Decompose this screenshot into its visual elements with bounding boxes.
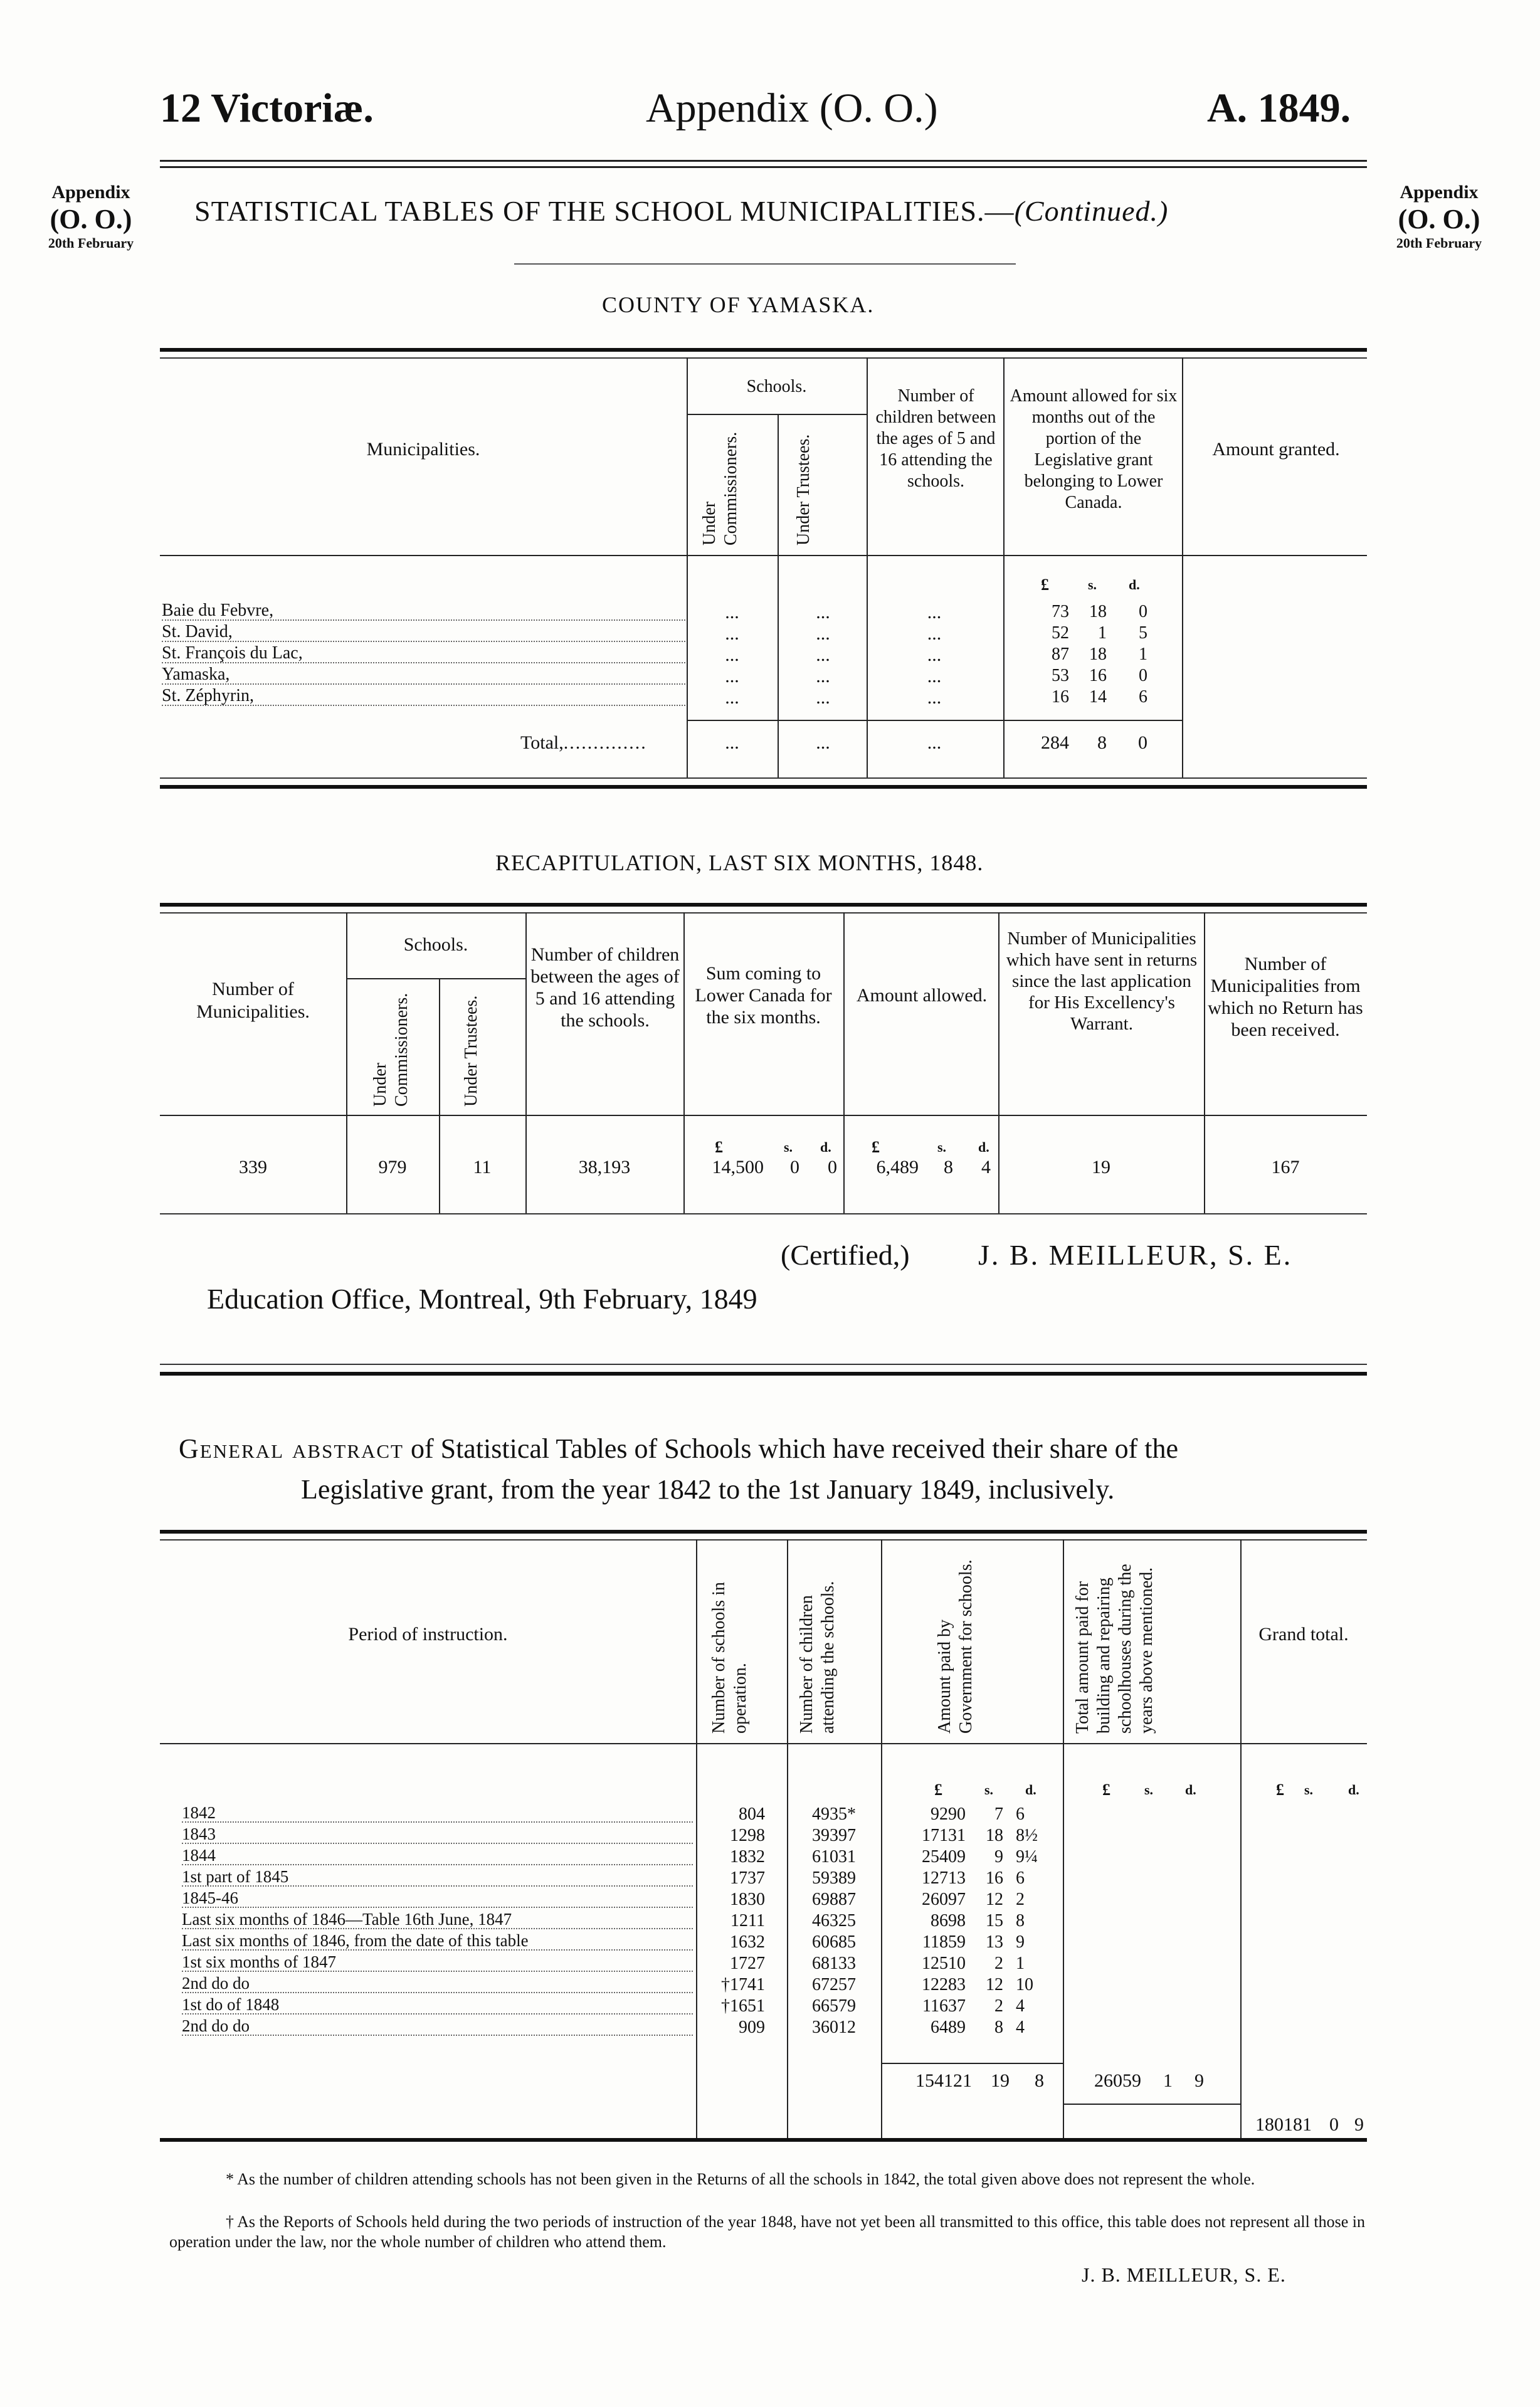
row-shillings: 14 xyxy=(1089,687,1107,707)
recap-top-rule-2 xyxy=(160,912,1367,914)
certified-label: (Certified,) xyxy=(781,1239,910,1271)
recap-allowed-shilling: s. xyxy=(937,1139,947,1155)
recap-allowed-s: 8 xyxy=(944,1157,953,1177)
row-shillings: 16 xyxy=(1089,666,1107,685)
row-children: ... xyxy=(927,666,942,687)
row-paid-d: 6 xyxy=(1016,1804,1025,1824)
row-children: 66579 xyxy=(812,1996,856,2016)
recap-bottom-rule xyxy=(160,1213,1367,1214)
abstract-grand-total-l: 180181 xyxy=(1255,2114,1312,2135)
abstract-top-rule-2 xyxy=(160,1539,1367,1541)
total-label: Total,.............. xyxy=(520,732,647,753)
row-paid-s: 9 xyxy=(994,1847,1003,1867)
currency-pound: £ xyxy=(1041,576,1049,594)
abstract-title-line2: Legislative grant, from the year 1842 to the 1st January 1849, inclusively. xyxy=(301,1474,1115,1505)
header-rule-2 xyxy=(160,166,1367,168)
row-paid-d: 8½ xyxy=(1016,1826,1038,1845)
municipality-name: St. François du Lac, xyxy=(162,645,685,663)
table1-col-divider xyxy=(778,414,779,777)
row-shillings: 18 xyxy=(1089,645,1107,664)
recap-col-allowed: Amount allowed. xyxy=(856,985,988,1006)
footnote-dagger: † As the Reports of Schools held during the two periods of instruction of the year 1848, have not yet been all transmitted to this office, this table does not represent all those in operation under the law, nor the whole number of children who attend them. xyxy=(169,2213,1365,2251)
abstract-paid-total-d: 8 xyxy=(1035,2070,1044,2091)
recap-col-municipalities: Number of Municipalities. xyxy=(196,979,310,1022)
row-schools: 1298 xyxy=(730,1826,765,1845)
recap-col-trustees-label: Under Trustees. xyxy=(461,995,481,1107)
margin-appendix-label: Appendix xyxy=(1400,182,1479,203)
row-paid-s: 2 xyxy=(994,1996,1003,2016)
abstract-build-total-s: 1 xyxy=(1163,2070,1173,2091)
abstract-build-pound: £ xyxy=(1102,1781,1110,1799)
row-children: ... xyxy=(927,623,942,644)
row-children: 61031 xyxy=(812,1847,856,1867)
period-label: 2nd do do xyxy=(182,2018,693,2036)
abstract-top-rule xyxy=(160,1530,1367,1534)
row-trustees: ... xyxy=(816,645,830,665)
recap-children: 38,193 xyxy=(578,1157,631,1177)
abstract-col-paid xyxy=(934,1552,977,1734)
margin-note-right xyxy=(1364,182,1514,251)
row-children: 46325 xyxy=(812,1911,856,1930)
row-paid-l: 26097 xyxy=(922,1890,966,1909)
recap-sum-shilling: s. xyxy=(784,1139,793,1155)
row-schools: 1737 xyxy=(730,1868,765,1888)
row-paid-l: 6489 xyxy=(931,2018,966,2037)
title-continued: (Continued.) xyxy=(1014,195,1169,227)
footnote-asterisk: * As the number of children attending schools has not been given in the Returns of all the schools in 1842, the total given above does not represent the whole. xyxy=(226,2170,1255,2188)
county-heading: COUNTY OF YAMASKA. xyxy=(602,292,875,317)
recap-col-no-return: Number of Municipalities from which no Return has been received. xyxy=(1208,954,1363,1040)
municipality-name: Yamaska, xyxy=(162,666,685,685)
row-paid-l: 11637 xyxy=(922,1996,966,2016)
recap-col-commissioners xyxy=(370,984,413,1110)
row-paid-s: 7 xyxy=(994,1804,1003,1824)
row-children: 69887 xyxy=(812,1890,856,1909)
abstract-paid-pound: £ xyxy=(934,1781,942,1799)
recap-municipalities: 339 xyxy=(239,1157,267,1177)
period-label: 1st do of 1848 xyxy=(182,1996,693,2015)
recap-sum-l: 14,500 xyxy=(712,1157,764,1177)
row-children: 36012 xyxy=(812,2018,856,2037)
abstract-build-total-rule xyxy=(1063,2104,1240,2105)
row-schools: 909 xyxy=(739,2018,765,2037)
row-trustees: ... xyxy=(816,602,830,623)
total-shillings: 8 xyxy=(1097,732,1107,753)
row-paid-s: 8 xyxy=(994,2018,1003,2037)
row-paid-d: 1 xyxy=(1016,1954,1025,1973)
running-header-right: A. 1849. xyxy=(1207,85,1351,131)
abstract-bottom-rule xyxy=(160,2138,1367,2142)
row-schools: 1727 xyxy=(730,1954,765,1973)
row-children: 68133 xyxy=(812,1954,856,1973)
period-label: 1845-46 xyxy=(182,1890,693,1908)
abstract-col-period: Period of instruction. xyxy=(348,1624,508,1645)
row-paid-d: 4 xyxy=(1016,1996,1025,2016)
total-trustees: ... xyxy=(816,732,830,753)
table1-col-divider xyxy=(1182,357,1183,777)
abstract-build-pence: d. xyxy=(1185,1782,1196,1798)
col-under-trustees xyxy=(793,426,815,549)
row-trustees: ... xyxy=(816,687,830,708)
row-paid-s: 15 xyxy=(986,1911,1003,1930)
row-paid-s: 12 xyxy=(986,1890,1003,1909)
col-under-commissioners-label: Under Commissioners. xyxy=(700,431,741,545)
recap-col-divider xyxy=(843,912,845,1213)
certified-name: J. B. MEILLEUR, S. E. xyxy=(978,1239,1293,1271)
abstract-col-schools xyxy=(709,1552,751,1734)
row-paid-d: 4 xyxy=(1016,2018,1025,2037)
col-amount-allowed: Amount allowed for six months out of the portion of the Legislative grant belonging to Lower Canada. xyxy=(1010,386,1178,512)
recap-col-sent: Number of Municipalities which have sent in returns since the last application for His Excellency's Warrant. xyxy=(1006,929,1198,1034)
title-rule xyxy=(514,263,1016,265)
row-paid-d: 6 xyxy=(1016,1868,1025,1888)
abstract-paid-total-l: 154121 xyxy=(915,2070,972,2091)
margin-appendix-label: Appendix xyxy=(51,182,130,203)
recap-top-rule xyxy=(160,903,1367,907)
abstract-col-building xyxy=(1072,1552,1158,1734)
table1-col-divider xyxy=(867,357,868,777)
row-pence: 5 xyxy=(1139,623,1147,643)
row-children: ... xyxy=(927,645,942,665)
recap-sum-pound: £ xyxy=(715,1138,723,1156)
period-label: 1st six months of 1847 xyxy=(182,1954,693,1972)
row-commissioners: ... xyxy=(725,687,739,708)
col-municipalities: Municipalities. xyxy=(366,439,480,460)
abstract-grand-pound: £ xyxy=(1276,1781,1284,1799)
abstract-col-children xyxy=(796,1552,839,1734)
period-label: 1842 xyxy=(182,1804,693,1823)
table1-bottom-rule xyxy=(160,777,1367,779)
row-paid-l: 12283 xyxy=(922,1975,966,1994)
col-under-trustees-label: Under Trustees. xyxy=(794,434,813,545)
section-rule-2 xyxy=(160,1372,1367,1376)
table1-total-rule xyxy=(687,720,1182,721)
municipality-name: St. Zéphyrin, xyxy=(162,687,685,706)
table1-col-divider xyxy=(1003,357,1005,777)
page-title xyxy=(194,194,1168,228)
row-schools: 1211 xyxy=(730,1911,765,1930)
row-paid-d: 10 xyxy=(1016,1975,1033,1994)
municipality-name: Baie du Febvre, xyxy=(162,602,685,621)
recap-sum-d: 0 xyxy=(828,1157,837,1177)
row-commissioners: ... xyxy=(725,623,739,644)
table1-top-rule-2 xyxy=(160,357,1367,359)
recap-col-sum: Sum coming to Lower Canada for the six months. xyxy=(695,963,832,1028)
row-pence: 1 xyxy=(1139,645,1147,664)
row-children: 60685 xyxy=(812,1932,856,1952)
section-rule xyxy=(160,1364,1367,1365)
row-pounds: 52 xyxy=(1052,623,1069,643)
row-paid-l: 11859 xyxy=(922,1932,966,1952)
margin-appendix-code: (O. O.) xyxy=(50,204,132,234)
header-rule xyxy=(160,160,1367,162)
recap-allowed-d: 4 xyxy=(981,1157,991,1177)
abstract-col-divider xyxy=(1063,1539,1064,2138)
row-schools: †1651 xyxy=(721,1996,765,2016)
abstract-col-building-label: Total amount paid for building and repairing schoolhouses during the years above mentioned. xyxy=(1073,1564,1156,1734)
row-paid-d: 9¼ xyxy=(1016,1847,1038,1867)
table1-top-rule xyxy=(160,348,1367,352)
row-paid-d: 2 xyxy=(1016,1890,1025,1909)
abstract-col-divider xyxy=(696,1539,697,2138)
row-shillings: 1 xyxy=(1098,623,1107,643)
row-paid-l: 12510 xyxy=(922,1954,966,1973)
abstract-paid-total-rule xyxy=(881,2063,1063,2064)
abstract-col-divider xyxy=(881,1539,882,2138)
row-children: 39397 xyxy=(812,1826,856,1845)
col-children: Number of children between the ages of 5 and 16 attending the schools. xyxy=(875,386,996,491)
row-pence: 0 xyxy=(1139,602,1147,621)
row-shillings: 18 xyxy=(1089,602,1107,621)
row-pounds: 53 xyxy=(1052,666,1069,685)
abstract-build-shilling: s. xyxy=(1144,1782,1154,1798)
abstract-paid-total-s: 19 xyxy=(991,2070,1010,2091)
recap-allowed-l: 6,489 xyxy=(876,1157,919,1177)
title-main: STATISTICAL TABLES OF THE SCHOOL MUNICIPALITIES.— xyxy=(194,195,1015,227)
recap-sum-pence: d. xyxy=(820,1139,831,1155)
total-commissioners: ... xyxy=(725,732,739,753)
row-pounds: 87 xyxy=(1052,645,1069,664)
abstract-col-divider xyxy=(787,1539,788,2138)
recap-title: RECAPITULATION, LAST SIX MONTHS, 1848. xyxy=(495,850,984,875)
row-trustees: ... xyxy=(816,666,830,687)
schools-subrule xyxy=(687,414,867,415)
row-schools: 1832 xyxy=(730,1847,765,1867)
recap-allowed-pence: d. xyxy=(978,1139,989,1155)
recap-schools-subrule xyxy=(346,978,525,979)
row-schools: 1632 xyxy=(730,1932,765,1952)
abstract-col-grand-total: Grand total. xyxy=(1258,1624,1349,1645)
period-label: Last six months of 1846, from the date of this table xyxy=(182,1932,693,1951)
row-paid-l: 9290 xyxy=(931,1804,966,1824)
row-paid-l: 17131 xyxy=(922,1826,966,1845)
margin-date: 20th February xyxy=(1396,235,1482,251)
recap-col-trustees xyxy=(461,984,482,1110)
running-header-center: Appendix (O. O.) xyxy=(646,85,938,131)
abstract-paid-shilling: s. xyxy=(984,1782,994,1798)
total-pence: 0 xyxy=(1138,732,1147,753)
footnote-signature: J. B. MEILLEUR, S. E. xyxy=(1082,2263,1286,2286)
row-paid-d: 9 xyxy=(1016,1932,1025,1952)
abstract-build-total-d: 9 xyxy=(1195,2070,1204,2091)
abstract-build-total-l: 26059 xyxy=(1094,2070,1141,2091)
recap-header-rule xyxy=(160,1115,1367,1116)
recap-col-commissioners-label: Under Commissioners. xyxy=(371,993,411,1107)
period-label: 1st part of 1845 xyxy=(182,1868,693,1887)
period-label: Last six months of 1846—Table 16th June, 1847 xyxy=(182,1911,693,1929)
table1-bottom-rule-2 xyxy=(160,785,1367,789)
abstract-grand-total-s: 0 xyxy=(1329,2114,1339,2135)
recap-col-divider xyxy=(683,912,685,1213)
currency-shilling: s. xyxy=(1088,577,1097,593)
currency-pence: d. xyxy=(1129,577,1140,593)
row-children: 67257 xyxy=(812,1975,856,1994)
recap-sum-s: 0 xyxy=(790,1157,799,1177)
abstract-lead: General abstract xyxy=(179,1433,404,1464)
abstract-paid-pence: d. xyxy=(1025,1782,1036,1798)
row-pounds: 16 xyxy=(1052,687,1069,707)
row-children: 4935* xyxy=(812,1804,856,1824)
total-label-text: Total, xyxy=(520,732,564,753)
col-amount-granted: Amount granted. xyxy=(1212,439,1340,460)
recap-col-schools: Schools. xyxy=(403,934,468,955)
row-paid-l: 8698 xyxy=(931,1911,966,1930)
row-children: ... xyxy=(927,687,942,708)
abstract-title-rest: of Statistical Tables of Schools which have received their share of the xyxy=(403,1433,1179,1464)
recap-commissioners: 979 xyxy=(378,1157,407,1177)
abstract-col-paid-label: Amount paid by Government for schools. xyxy=(935,1559,976,1734)
row-commissioners: ... xyxy=(725,666,739,687)
row-paid-s: 12 xyxy=(986,1975,1003,1994)
row-paid-s: 13 xyxy=(986,1932,1003,1952)
row-schools: 804 xyxy=(739,1804,765,1824)
period-label: 2nd do do xyxy=(182,1975,693,1993)
total-children: ... xyxy=(927,732,942,753)
row-paid-s: 16 xyxy=(986,1868,1003,1888)
row-schools: †1741 xyxy=(721,1975,765,1994)
abstract-grand-pence: d. xyxy=(1348,1782,1359,1798)
running-header-left: 12 Victoriæ. xyxy=(160,85,374,131)
abstract-grand-total-d: 9 xyxy=(1354,2114,1364,2135)
row-pounds: 73 xyxy=(1052,602,1069,621)
row-trustees: ... xyxy=(816,623,830,644)
col-under-commissioners xyxy=(699,426,742,549)
row-commissioners: ... xyxy=(725,645,739,665)
abstract-header-rule xyxy=(160,1743,1367,1744)
margin-appendix-code: (O. O.) xyxy=(1398,204,1480,234)
period-label: 1844 xyxy=(182,1847,693,1865)
col-schools: Schools. xyxy=(746,377,807,396)
recap-no-return: 167 xyxy=(1271,1157,1300,1177)
row-commissioners: ... xyxy=(725,602,739,623)
row-schools: 1830 xyxy=(730,1890,765,1909)
row-paid-l: 12713 xyxy=(922,1868,966,1888)
row-paid-d: 8 xyxy=(1016,1911,1025,1930)
total-pounds: 284 xyxy=(1041,732,1069,753)
row-pence: 6 xyxy=(1139,687,1147,707)
abstract-grand-shilling: s. xyxy=(1304,1782,1314,1798)
margin-date: 20th February xyxy=(48,235,134,251)
row-paid-s: 2 xyxy=(994,1954,1003,1973)
municipality-name: St. David, xyxy=(162,623,685,642)
abstract-col-schools-label: Number of schools in operation. xyxy=(709,1582,750,1734)
table1-header-rule xyxy=(160,555,1367,556)
table1-col-divider xyxy=(687,357,688,777)
row-paid-s: 18 xyxy=(986,1826,1003,1845)
recap-col-children: Number of children between the ages of 5 and 16 attending the schools. xyxy=(530,944,680,1031)
recap-trustees: 11 xyxy=(473,1157,492,1177)
row-pence: 0 xyxy=(1139,666,1147,685)
abstract-title-line1 xyxy=(179,1433,1370,1465)
recap-sent: 19 xyxy=(1092,1157,1110,1177)
row-children: ... xyxy=(927,602,942,623)
row-children: 59389 xyxy=(812,1868,856,1888)
education-office-dateline: Education Office, Montreal, 9th February, 1849 xyxy=(207,1283,757,1315)
margin-note-left xyxy=(19,182,163,251)
recap-allowed-pound: £ xyxy=(872,1138,880,1156)
row-paid-l: 25409 xyxy=(922,1847,966,1867)
period-label: 1843 xyxy=(182,1826,693,1844)
abstract-col-children-label: Number of children attending the schools. xyxy=(797,1581,838,1734)
